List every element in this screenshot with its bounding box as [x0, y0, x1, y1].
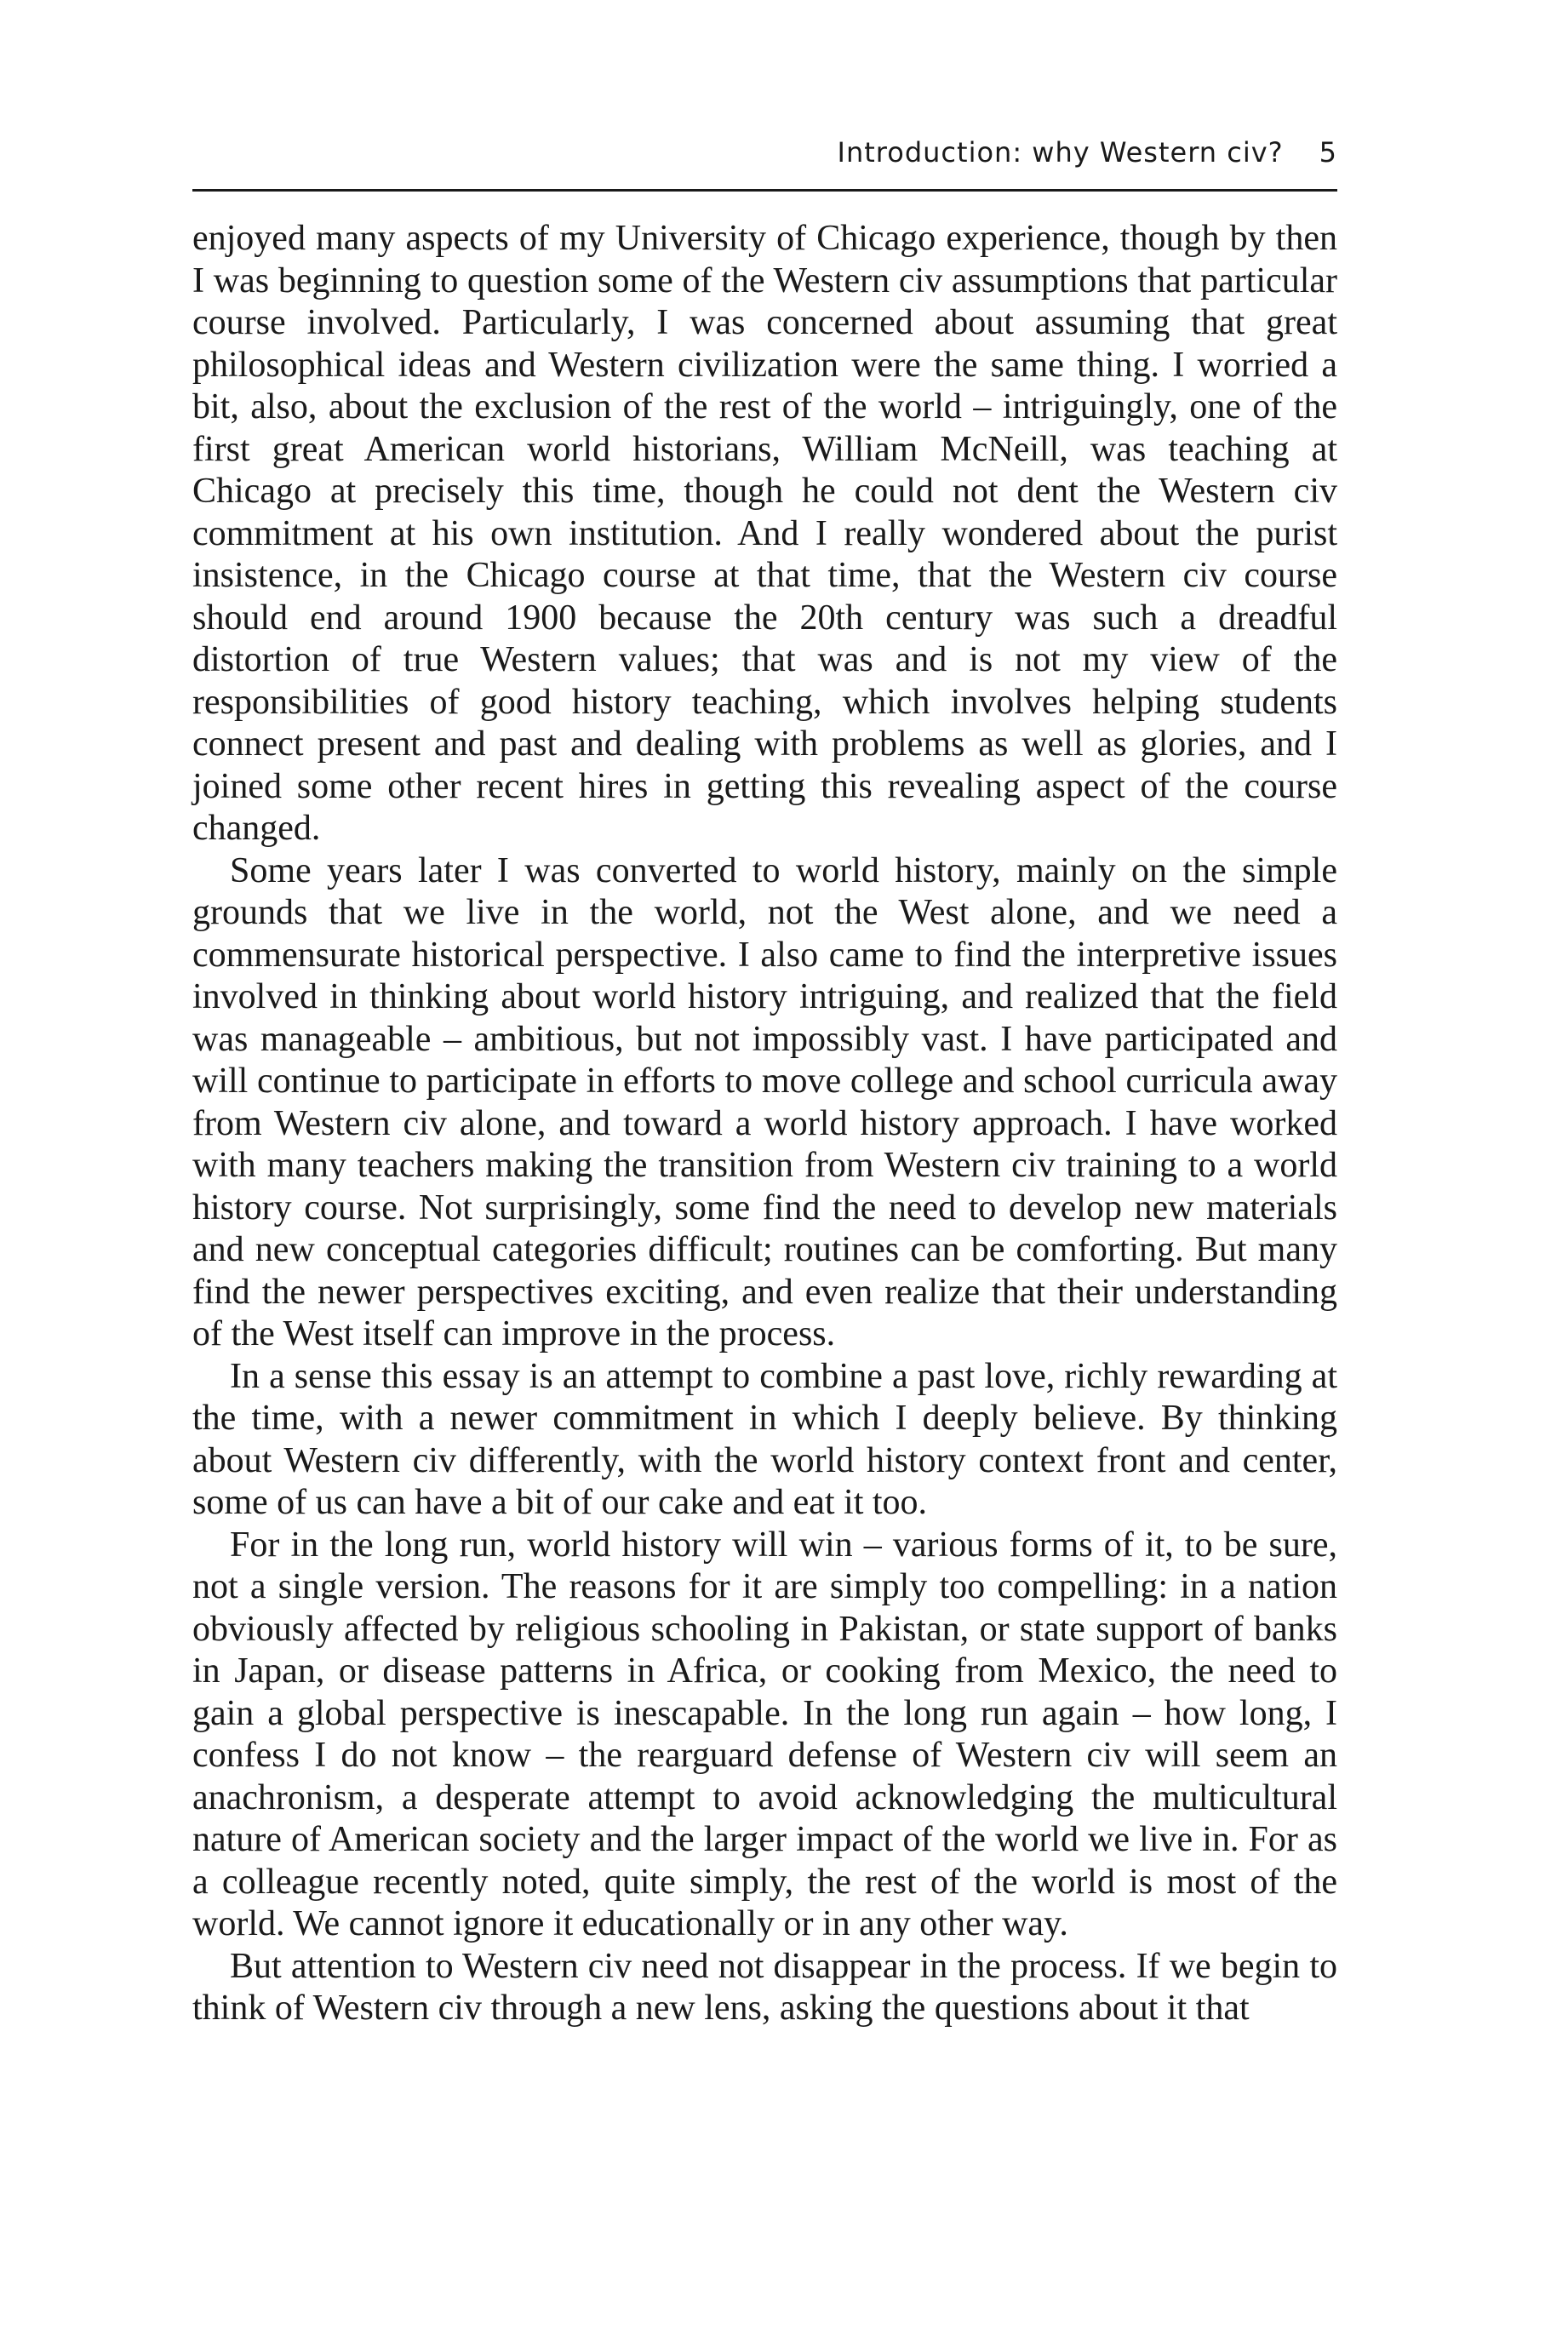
- paragraph: Some years later I was converted to world history, mainly on the simple grounds that we live in the world, not the West alone, and we need a commensurate historical perspective. I also came to find the interpretive issues involved in thinking about world history intriguing, and realized that the field was manageable – ambitious, but not impossibly vast. I have participated and will continue to participate in efforts to move college and school curricula away from Western civ alone, and toward a world history approach. I have worked with many teachers making the transition from Western civ training to a world history course. Not surprisingly, some find the need to develop new materials and new conceptual categories difficult; routines can be comforting. But many find the newer perspectives exciting, and even realize that their understanding of the West itself can improve in the process.: [192, 850, 1337, 1353]
- body-text: [192, 218, 1337, 2030]
- running-head-title: Introduction: why Western civ?: [837, 136, 1284, 169]
- paragraph: In a sense this essay is an attempt to combine a past love, richly rewarding at the time, with a newer commitment in which I deeply believe. By thinking about Western civ differently, with the world history context front and center, some of us can have a bit of our cake and eat it too.: [192, 1356, 1337, 1522]
- paragraph-continued: enjoyed many aspects of my University of Chicago experience, though by then I was beginning to question some of the Western civ assumptions that particular course involved. Particularly, I was concerned about assuming that great philosophical ideas and Western civilization were the same thing. I worried a bit, also, about the exclusion of the rest of the world – intriguingly, one of the first great American world historians, William McNeill, was teaching at Chicago at precisely this time, though he could not dent the Western civ commitment at his own institution. And I really wondered about the purist insistence, in the Chicago course at that time, that the Western civ course should end around 1900 because the 20th century was such a dreadful distortion of true Western values; that was and is not my view of the responsibilities of good history teaching, which involves helping students connect present and past and dealing with problems as well as glories, and I joined some other recent hires in getting this revealing aspect of the course changed.: [192, 219, 1337, 848]
- paragraph: For in the long run, world history will win – various forms of it, to be sure, not a single version. The reasons for it are simply too compelling: in a nation obviously affected by religious schooling in Pakistan, or state support of banks in Japan, or disease patterns in Africa, or cooking from Mexico, the need to gain a global perspective is inescapable. In the long run again – how long, I confess I do not know – the rearguard defense of Western civ will seem an anachronism, a desperate attempt to avoid acknowledging the multicultural nature of American society and the larger impact of the world we live in. For as a colleague recently noted, quite simply, the rest of the world is most of the world. We cannot ignore it educationally or in any other way.: [192, 1525, 1337, 1943]
- running-head: [192, 136, 1337, 192]
- page-number: 5: [1319, 136, 1337, 169]
- paragraph: But attention to Western civ need not disappear in the process. If we begin to think of Western civ through a new lens, asking the questions about it that: [192, 1946, 1337, 2028]
